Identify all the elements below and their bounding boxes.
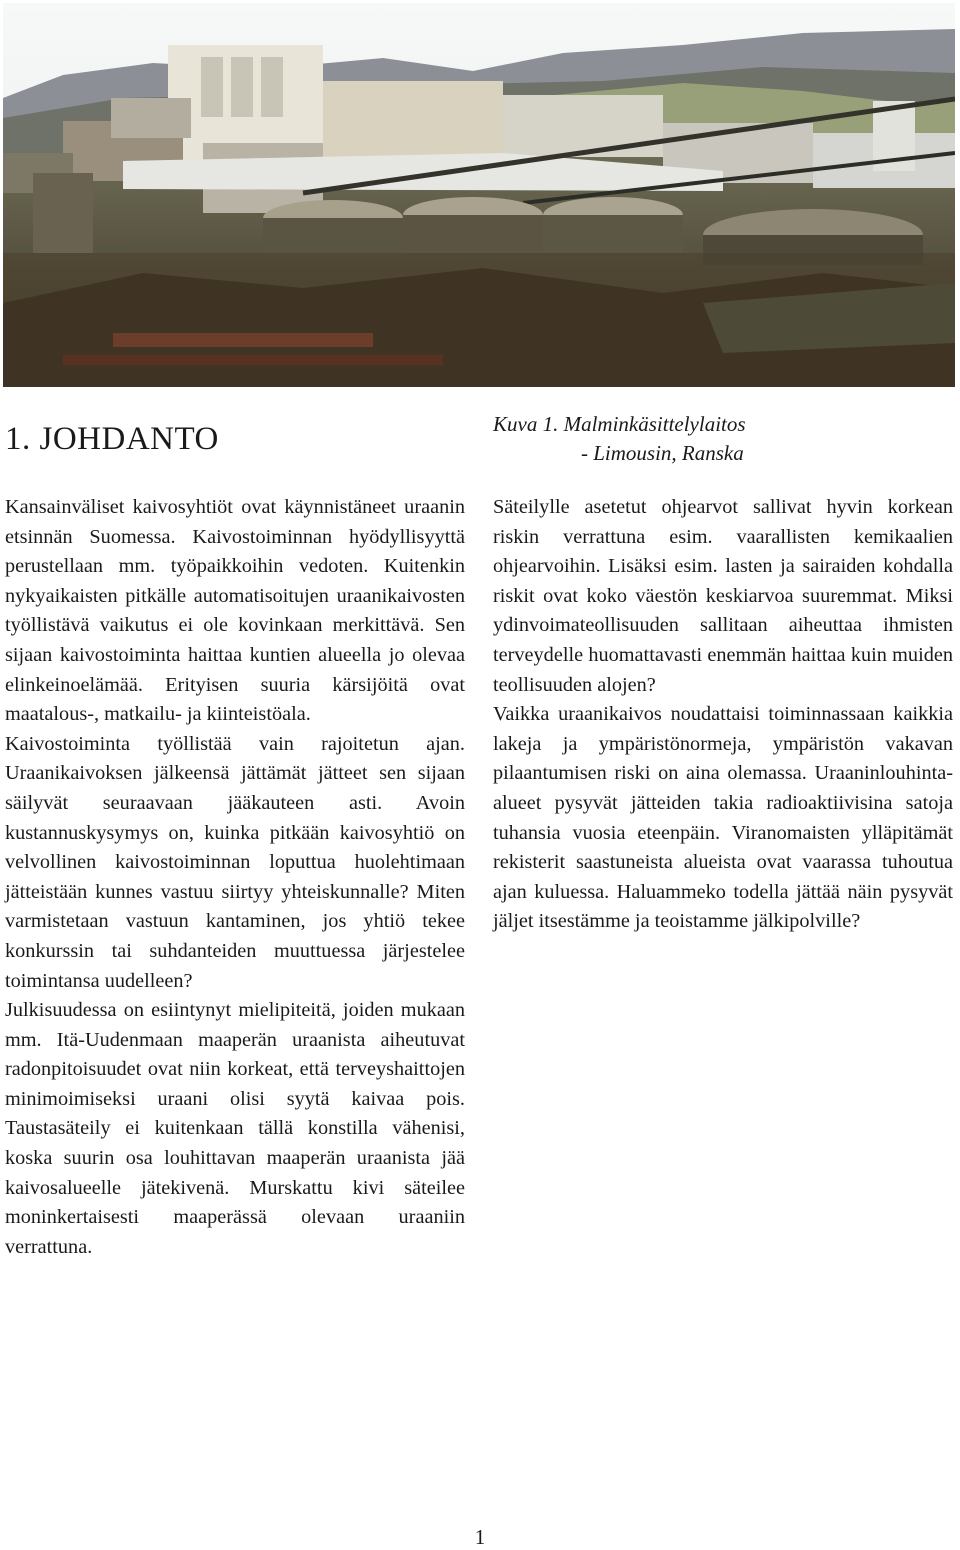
right-column (493, 493, 953, 937)
industrial-plant-photo (3, 3, 955, 387)
page-number: 1 (474, 1525, 486, 1549)
left-paragraph-1: Kansainväliset kaivosyhtiöt ovat käynnistäneet uraanin etsinnän Suomessa. Kaivostoiminnan hyödyllisyyttä perustellaan mm. työpaikkoihin vedoten. Kuitenkin nykyaikaisten pitkälle automatisoitujen uraanikaivosten työllistävä vaikutus ei ole kovinkaan merkittävä. Sen sijaan kaivostoiminta haittaa kuntien alueella jo olevaa elinkeinoelämää. Erityisen suuria kärsijöitä ovat maatalous-, matkailu- ja kiinteistöala. (5, 496, 465, 726)
figure-caption (493, 410, 813, 468)
left-paragraph-3: Julkisuudessa on esiintynyt mielipiteitä, joiden mukaan mm. Itä-Uudenmaan maaperän uraanista aiheutuvat radonpitoisuudet ovat niin korkeat, että terveyshaittojen minimoimiseksi uraani olisi syytä kaivaa pois. Taustasäteily ei kuitenkaan tällä konstilla vähenisi, koska suurin osa louhittavan maaperän uraanista jää kaivosalueelle jätekivenä. Murskattu kivi säteilee moninkertaisesti maaperässä olevaan uraaniin verrattuna. (5, 999, 465, 1258)
section-heading: 1. JOHDANTO (5, 421, 219, 457)
caption-line-1: Kuva 1. Malminkäsittelylaitos (493, 412, 746, 436)
left-column (5, 493, 465, 1262)
right-paragraph-2: Vaikka uraanikaivos noudattaisi toiminnassaan kaikkia lakeja ja ympäristönormeja, ympäristön vakavan pilaantumisen riski on aina olemassa. Uraaninlouhinta-alueet pysyvät jätteiden takia radioaktiivisina satoja tuhansia vuosia eteenpäin. Viranomaisten ylläpitämät rekisterit saastuneista alueista ovat vaarassa tuhoutua ajan kuluessa. Haluammeko todella jättää näin pysyvät jäljet itsestämme ja teoistamme jälkipolville? (493, 703, 953, 933)
left-paragraph-2: Kaivostoiminta työllistää vain rajoitetun ajan. Uraanikaivoksen jälkeensä jättämät jätteet sen sijaan säilyvät seuraavaan jääkauteen asti. Avoin kustannuskysymys on, kuinka pitkään kaivosyhtiö on velvollinen kaivostoiminnan loputtua huolehtimaan jätteistään kunnes vastuu siirtyy yhteiskunnalle? Miten varmistetaan vastuun kantaminen, jos yhtiö tekee konkurssin tai suhdanteiden muuttuessa järjestelee toimintansa uudelleen? (5, 732, 465, 992)
right-paragraph-1: Säteilylle asetetut ohjearvot sallivat hyvin korkean riskin verrattuna esim. vaarallisten kemikaalien ohjearvoihin. Lisäksi esim. lasten ja sairaiden kohdalla riskit ovat koko väestön keskiarvoa suuremmat. Miksi ydinvoimateollisuuden sallitaan aiheuttaa ihmisten terveydelle huomattavasti enemmän haittaa kuin muiden teollisuuden alojen? (493, 496, 953, 696)
caption-line-2: - Limousin, Ranska (581, 441, 744, 465)
